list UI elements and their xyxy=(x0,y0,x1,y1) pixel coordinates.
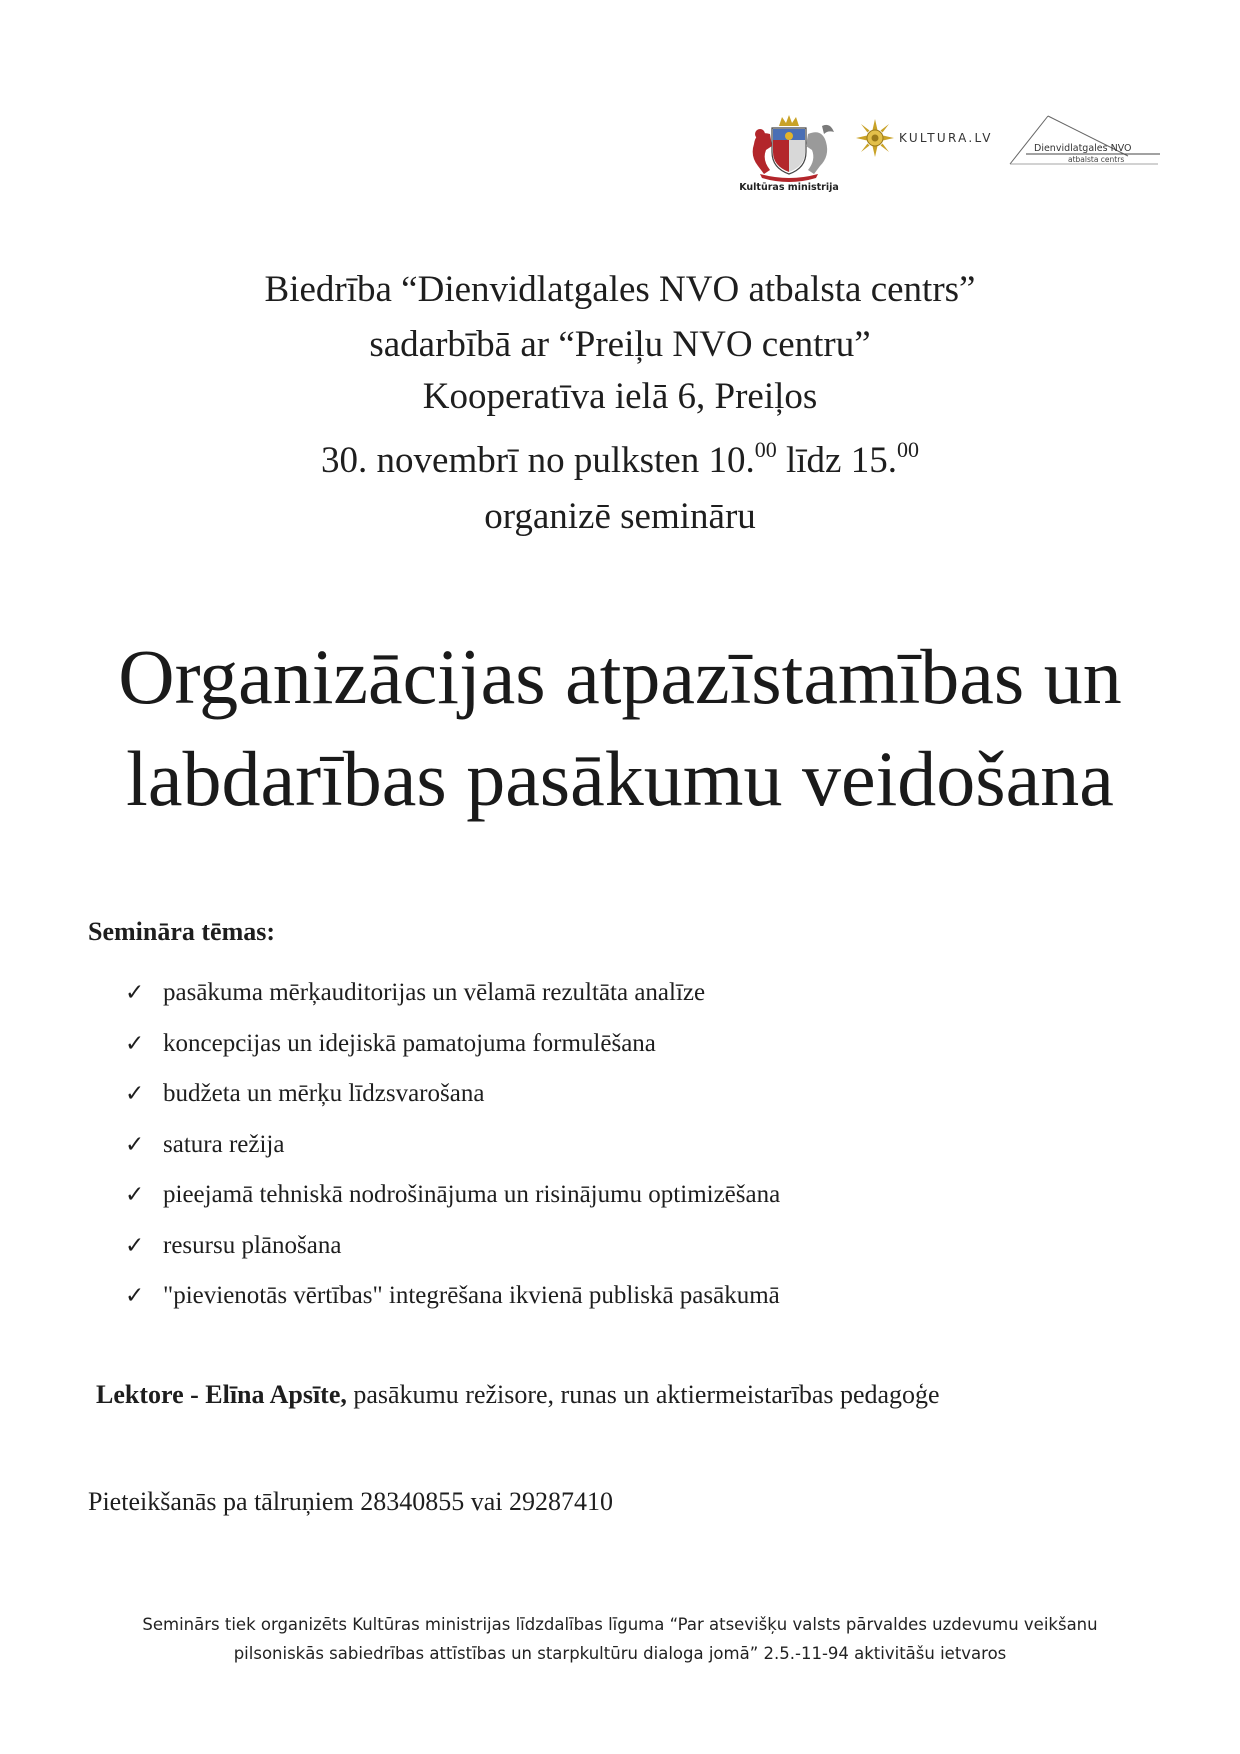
time-end-minutes: 00 xyxy=(896,437,919,462)
funding-note-line-1: Seminārs tiek organizēts Kultūras ministrijas līdzdalības līguma “Par atsevišķu valsts pārvaldes uzdevumu veikšanu xyxy=(142,1615,1098,1634)
topic-text: budžeta un mērķu līdzsvarošana xyxy=(163,1080,485,1107)
topic-item xyxy=(125,1081,780,1132)
organizer-line: Biedrība “Dienvidlatgales NVO atbalsta centrs” xyxy=(264,269,976,310)
checkmark-icon: ✓ xyxy=(125,1131,145,1158)
time-start-minutes: 00 xyxy=(754,437,777,462)
topics-list xyxy=(125,980,780,1334)
checkmark-icon: ✓ xyxy=(125,1283,145,1309)
topics-heading: Semināra tēmas: xyxy=(88,917,276,946)
topic-text: pasākuma mērķauditorijas un vēlamā rezultāta analīze xyxy=(163,979,706,1006)
topic-item xyxy=(125,980,780,1031)
topic-text: satura režija xyxy=(163,1130,285,1158)
date-start-text: 30. novembrī no pulksten 10. xyxy=(321,440,755,481)
nvo-logo-text-1: Dienvidlatgales NVO xyxy=(1034,143,1132,154)
topic-item xyxy=(125,1283,780,1334)
checkmark-icon: ✓ xyxy=(125,980,145,1006)
checkmark-icon: ✓ xyxy=(125,1232,145,1259)
checkmark-icon: ✓ xyxy=(125,1030,145,1057)
kultura-wordmark: KULTURA.LV xyxy=(899,131,993,145)
date-middle-text: līdz 15. xyxy=(776,440,897,481)
date-time-line xyxy=(0,437,1240,481)
coat-of-arms-icon xyxy=(730,112,848,182)
organizes-line: organizē semināru xyxy=(484,496,756,537)
checkmark-icon: ✓ xyxy=(125,1182,145,1208)
kultura-lv-logo xyxy=(855,118,1015,160)
topic-item xyxy=(125,1031,780,1082)
registration-phone-line: Pieteikšanās pa tālruņiem 28340855 vai 29287410 xyxy=(88,1487,613,1516)
topic-item xyxy=(125,1132,780,1183)
address-line: Kooperatīva ielā 6, Preiļos xyxy=(422,376,818,417)
topic-item xyxy=(125,1182,780,1233)
nvo-logo-text-2: atbalsta centrs xyxy=(1068,155,1125,164)
topic-text: "pievienotās vērtības" integrēšana ikvienā publiskā pasākumā xyxy=(163,1282,780,1309)
lecturer-line xyxy=(96,1380,940,1410)
topic-text: koncepcijas un idejiskā pamatojuma formulēšana xyxy=(163,1029,656,1057)
lecturer-name: Lektore - Elīna Apsīte, xyxy=(96,1380,347,1409)
seminar-title-line-2: labdarības pasākumu veidošana xyxy=(126,735,1114,822)
ministry-caption: Kultūras ministrija xyxy=(739,182,839,193)
sun-icon xyxy=(855,118,895,158)
topic-text: resursu plānošana xyxy=(163,1231,342,1259)
topic-text: pieejamā tehniskā nodrošinājuma un risinājumu optimizēšana xyxy=(163,1181,781,1208)
ministry-of-culture-logo xyxy=(730,112,848,198)
funding-note-line-2: pilsoniskās sabiedrības attīstības un starpkultūru dialoga jomā” 2.5.-11-94 aktivitāšu ietvaros xyxy=(233,1644,1007,1663)
nvo-centre-logo xyxy=(1008,112,1168,172)
partner-line: sadarbībā ar “Preiļu NVO centru” xyxy=(369,324,871,365)
topic-item xyxy=(125,1233,780,1284)
lecturer-description: pasākumu režisore, runas un aktiermeistarības pedagoģe xyxy=(346,1380,940,1409)
checkmark-icon: ✓ xyxy=(125,1081,145,1107)
seminar-title-line-1: Organizācijas atpazīstamības un xyxy=(118,633,1122,720)
